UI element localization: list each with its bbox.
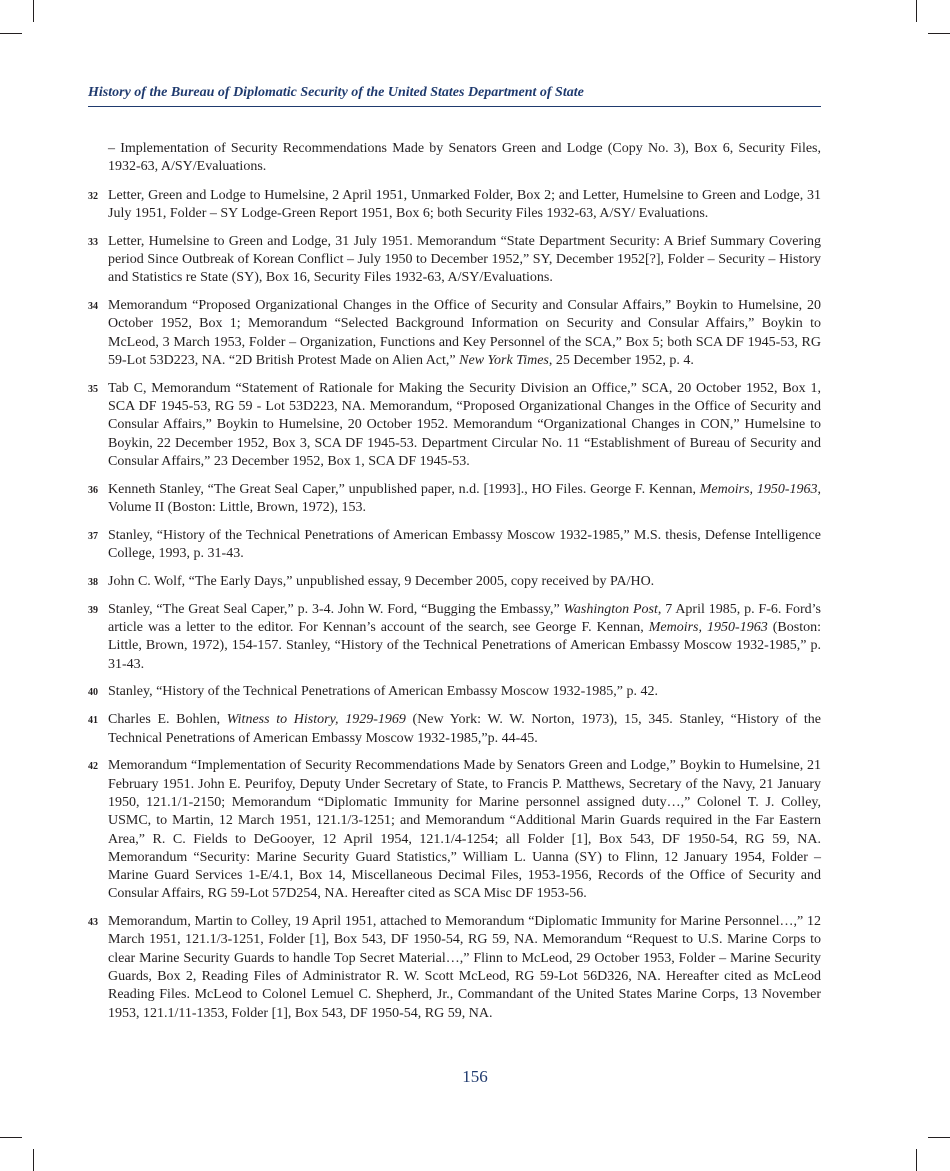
crop-mark-bottom-left-h	[0, 1137, 22, 1138]
crop-mark-top-right	[916, 0, 917, 22]
note-continuation: – Implementation of Security Recommendations Made by Senators Green and Lodge (Copy No. 3), Box 6, Security Files, 1932-63, A/SY/Evaluations.	[108, 141, 821, 175]
endnote-text: Memorandum “Implementation of Security Recommendations Made by Senators Green and Lodge,” Boykin to Humelsine, 21 February 1951. John E. Peurifoy, Deputy Under Secretary of State, to Francis P. Matthews, Secretary of the Navy, 21 January 1950, 121.1/1-2150; Memorandum “Diplomatic Immunity for Marine personnel assigned duty…,” Colonel T. J. Colley, USMC, to Martin, 12 March 1951, 121.1/3-1251; and Memorandum “Additional Marin Guards required in the Far Eastern Area,” R. C. Fields to DeGooyer, 12 April 1954, 121.1/4-1254; all Folder [1], Box 543, DF 1950-54, RG 59, NA. Memorandum “Security: Marine Security Guard Statistics,” William L. Uanna (SY) to Flinn, 12 January 1954, Folder – Marine Guard Services 1-E/4.1, Box 14, Miscellaneous Decimal Files, 1953-1956, Records of the Office of Security and Consular Affairs, RG 59-Lot 57D254, NA. Hereafter cited as SCA Misc DF 1953-56.	[108, 758, 821, 902]
endnote-text: Memorandum, Martin to Colley, 19 April 1951, attached to Memorandum “Diplomatic Immunity for Marine Personnel…,” 12 March 1951, 121.1/3-1251, Folder [1], Box 543, DF 1950-54, RG 59, NA. Memorandum “Request to U.S. Marine Corps to clear Marine Security Guards to handle Top Secret Material…,” Flinn to McLeod, 29 October 1953, Folder – Marine Security Guards, Box 2, Reading Files of Administrator R. W. Scott McLeod, RG 59-Lot 56D326, NA. Hereafter cited as McLeod Reading Files. McLeod to Colonel Lemuel C. Shepherd, Jr., Commandant of the United States Marine Corps, 13 November 1953, 121.1/11-1353, Folder [1], Box 543, DF 1950-54, RG 59, NA.	[108, 914, 821, 1021]
endnote-42	[88, 757, 821, 903]
endnote-35	[88, 380, 821, 471]
endnote-text: (New York: W. W. Norton, 1973), 15, 345. Stanley, “History of the Technical Penetrations of American Embassy Moscow 1932-1985,”p. 44-45.	[108, 712, 821, 746]
crop-mark-top-right-h	[928, 33, 950, 34]
endnote-text: Stanley, “History of the Technical Penetrations of American Embassy Moscow 1932-1985,” M.S. thesis, Defense Intelligence College, 1993, p. 31-43.	[108, 527, 821, 562]
endnote-text: Stanley, “The Great Seal Caper,” p. 3-4. John W. Ford, “Bugging the Embassy,”	[108, 601, 564, 617]
endnote-40	[88, 683, 821, 701]
endnote-text: John C. Wolf, “The Early Days,” unpublished essay, 9 December 2005, copy received by PA/HO.	[108, 573, 655, 589]
endnote-text: Charles E. Bohlen,	[108, 712, 227, 728]
endnote-text: Kenneth Stanley, “The Great Seal Caper,” unpublished paper, n.d. [1993]., HO Files. George F. Kennan,	[108, 481, 700, 497]
endnote-number: 43	[88, 917, 98, 929]
endnote-text: (Boston: Little, Brown, 1972), 154-157. Stanley, “History of the Technical Penetrations of American Embassy Moscow 1932-1985,” p. 31-43.	[108, 620, 821, 672]
endnote-text: Stanley, “History of the Technical Penetrations of American Embassy Moscow 1932-1985,” p. 42.	[108, 684, 658, 700]
endnote-title-italic: Memoirs, 1950-1963	[699, 481, 818, 497]
endnote-number: 41	[88, 715, 98, 727]
endnote-text: Letter, Green and Lodge to Humelsine, 2 April 1951, Unmarked Folder, Box 2; and Letter, Humelsine to Green and Lodge, 31 July 1951, Folder – SY Lodge-Green Report 1951, Box 6; both Security Files 1932-63, A/SY/ Evaluations.	[108, 187, 821, 221]
endnote-number: 37	[88, 530, 98, 542]
endnote-text: , 7 April 1985, p. F-6. Ford’s article was a letter to the editor. For Kennan’s account of the search, see George F. Kennan,	[108, 601, 822, 636]
crop-mark-bottom-right-h	[928, 1137, 950, 1138]
endnote-number: 33	[88, 236, 98, 248]
endnote-list	[88, 187, 821, 1023]
running-header: History of the Bureau of Diplomatic Security of the United States Department of State	[88, 85, 584, 100]
endnote-number: 35	[88, 383, 98, 395]
endnote-text: Memorandum “Proposed Organizational Changes in the Office of Security and Consular Affairs,” Boykin to Humelsine, 20 October 1952, Box 1; Memorandum “Selected Background Information on Security and Consular Affairs,” Boykin to McLeod, 3 March 1953, Folder – Organization, Functions and Key Personnel of the SCA,” Box 5; both SCA DF 1945-53, RG 59-Lot 53D223, NA. “2D British Protest Made on Alien Act,”	[108, 298, 821, 368]
endnotes	[88, 140, 821, 1032]
endnote-39	[88, 601, 822, 674]
endnote-number: 36	[88, 484, 98, 496]
endnote-33	[88, 233, 821, 288]
endnote-41	[88, 711, 821, 748]
header-rule	[88, 106, 821, 107]
endnote-37	[88, 527, 821, 564]
endnote-38	[88, 573, 821, 591]
crop-mark-bottom-left	[33, 1149, 34, 1171]
crop-mark-bottom-right	[916, 1149, 917, 1171]
endnote-36	[88, 481, 821, 518]
endnote-title-italic: Memoirs, 1950-1963	[648, 620, 768, 636]
endnote-text: Letter, Humelsine to Green and Lodge, 31 July 1951. Memorandum “State Department Security: A Brief Summary Covering period Since Outbreak of Korean Conflict – July 1950 to December 1952,” SY, December 1952[?], Folder – Security – History and Statistics re State (SY), Box 16, Security Files 1932-63, A/SY/Evaluations.	[108, 233, 821, 286]
endnote-number: 42	[88, 761, 98, 773]
endnote-title-italic: New York Times	[459, 352, 549, 368]
endnote-title-italic: Washington Post	[563, 601, 658, 617]
crop-mark-top-left-h	[0, 33, 22, 34]
endnote-number: 39	[88, 604, 98, 616]
endnote-43	[88, 913, 821, 1023]
endnote-number: 32	[88, 190, 98, 202]
endnote-number: 38	[88, 576, 98, 588]
endnote-number: 34	[88, 301, 98, 313]
endnote-34	[88, 297, 821, 370]
page-number: 156	[462, 1067, 488, 1086]
endnote-text: Tab C, Memorandum “Statement of Rationale for Making the Security Division an Office,” SCA, 20 October 1952, Box 1, SCA DF 1945-53, RG 59 - Lot 53D223, NA. Memorandum, “Proposed Organizational Changes in the Office of Security and Consular Affairs,” Boykin to Humelsine, 20 October 1952. Memorandum “Organizational Changes in CON,” Humelsine to Boykin, 22 December 1952, Box 3, SCA DF 1945-53. Department Circular No. 11 “Establishment of Bureau of Security and Consular Affairs,” 23 December 1952, Box 1, SCA DF 1945-53.	[108, 380, 821, 469]
endnote-title-italic: Witness to History, 1929-1969	[226, 712, 406, 728]
endnote-32	[88, 187, 821, 224]
endnote-text: , 25 December 1952, p. 4.	[548, 352, 694, 368]
endnote-text: , Volume II (Boston: Little, Brown, 1972), 153.	[108, 481, 821, 516]
crop-mark-top-left	[33, 0, 34, 22]
endnote-number: 40	[88, 687, 98, 699]
